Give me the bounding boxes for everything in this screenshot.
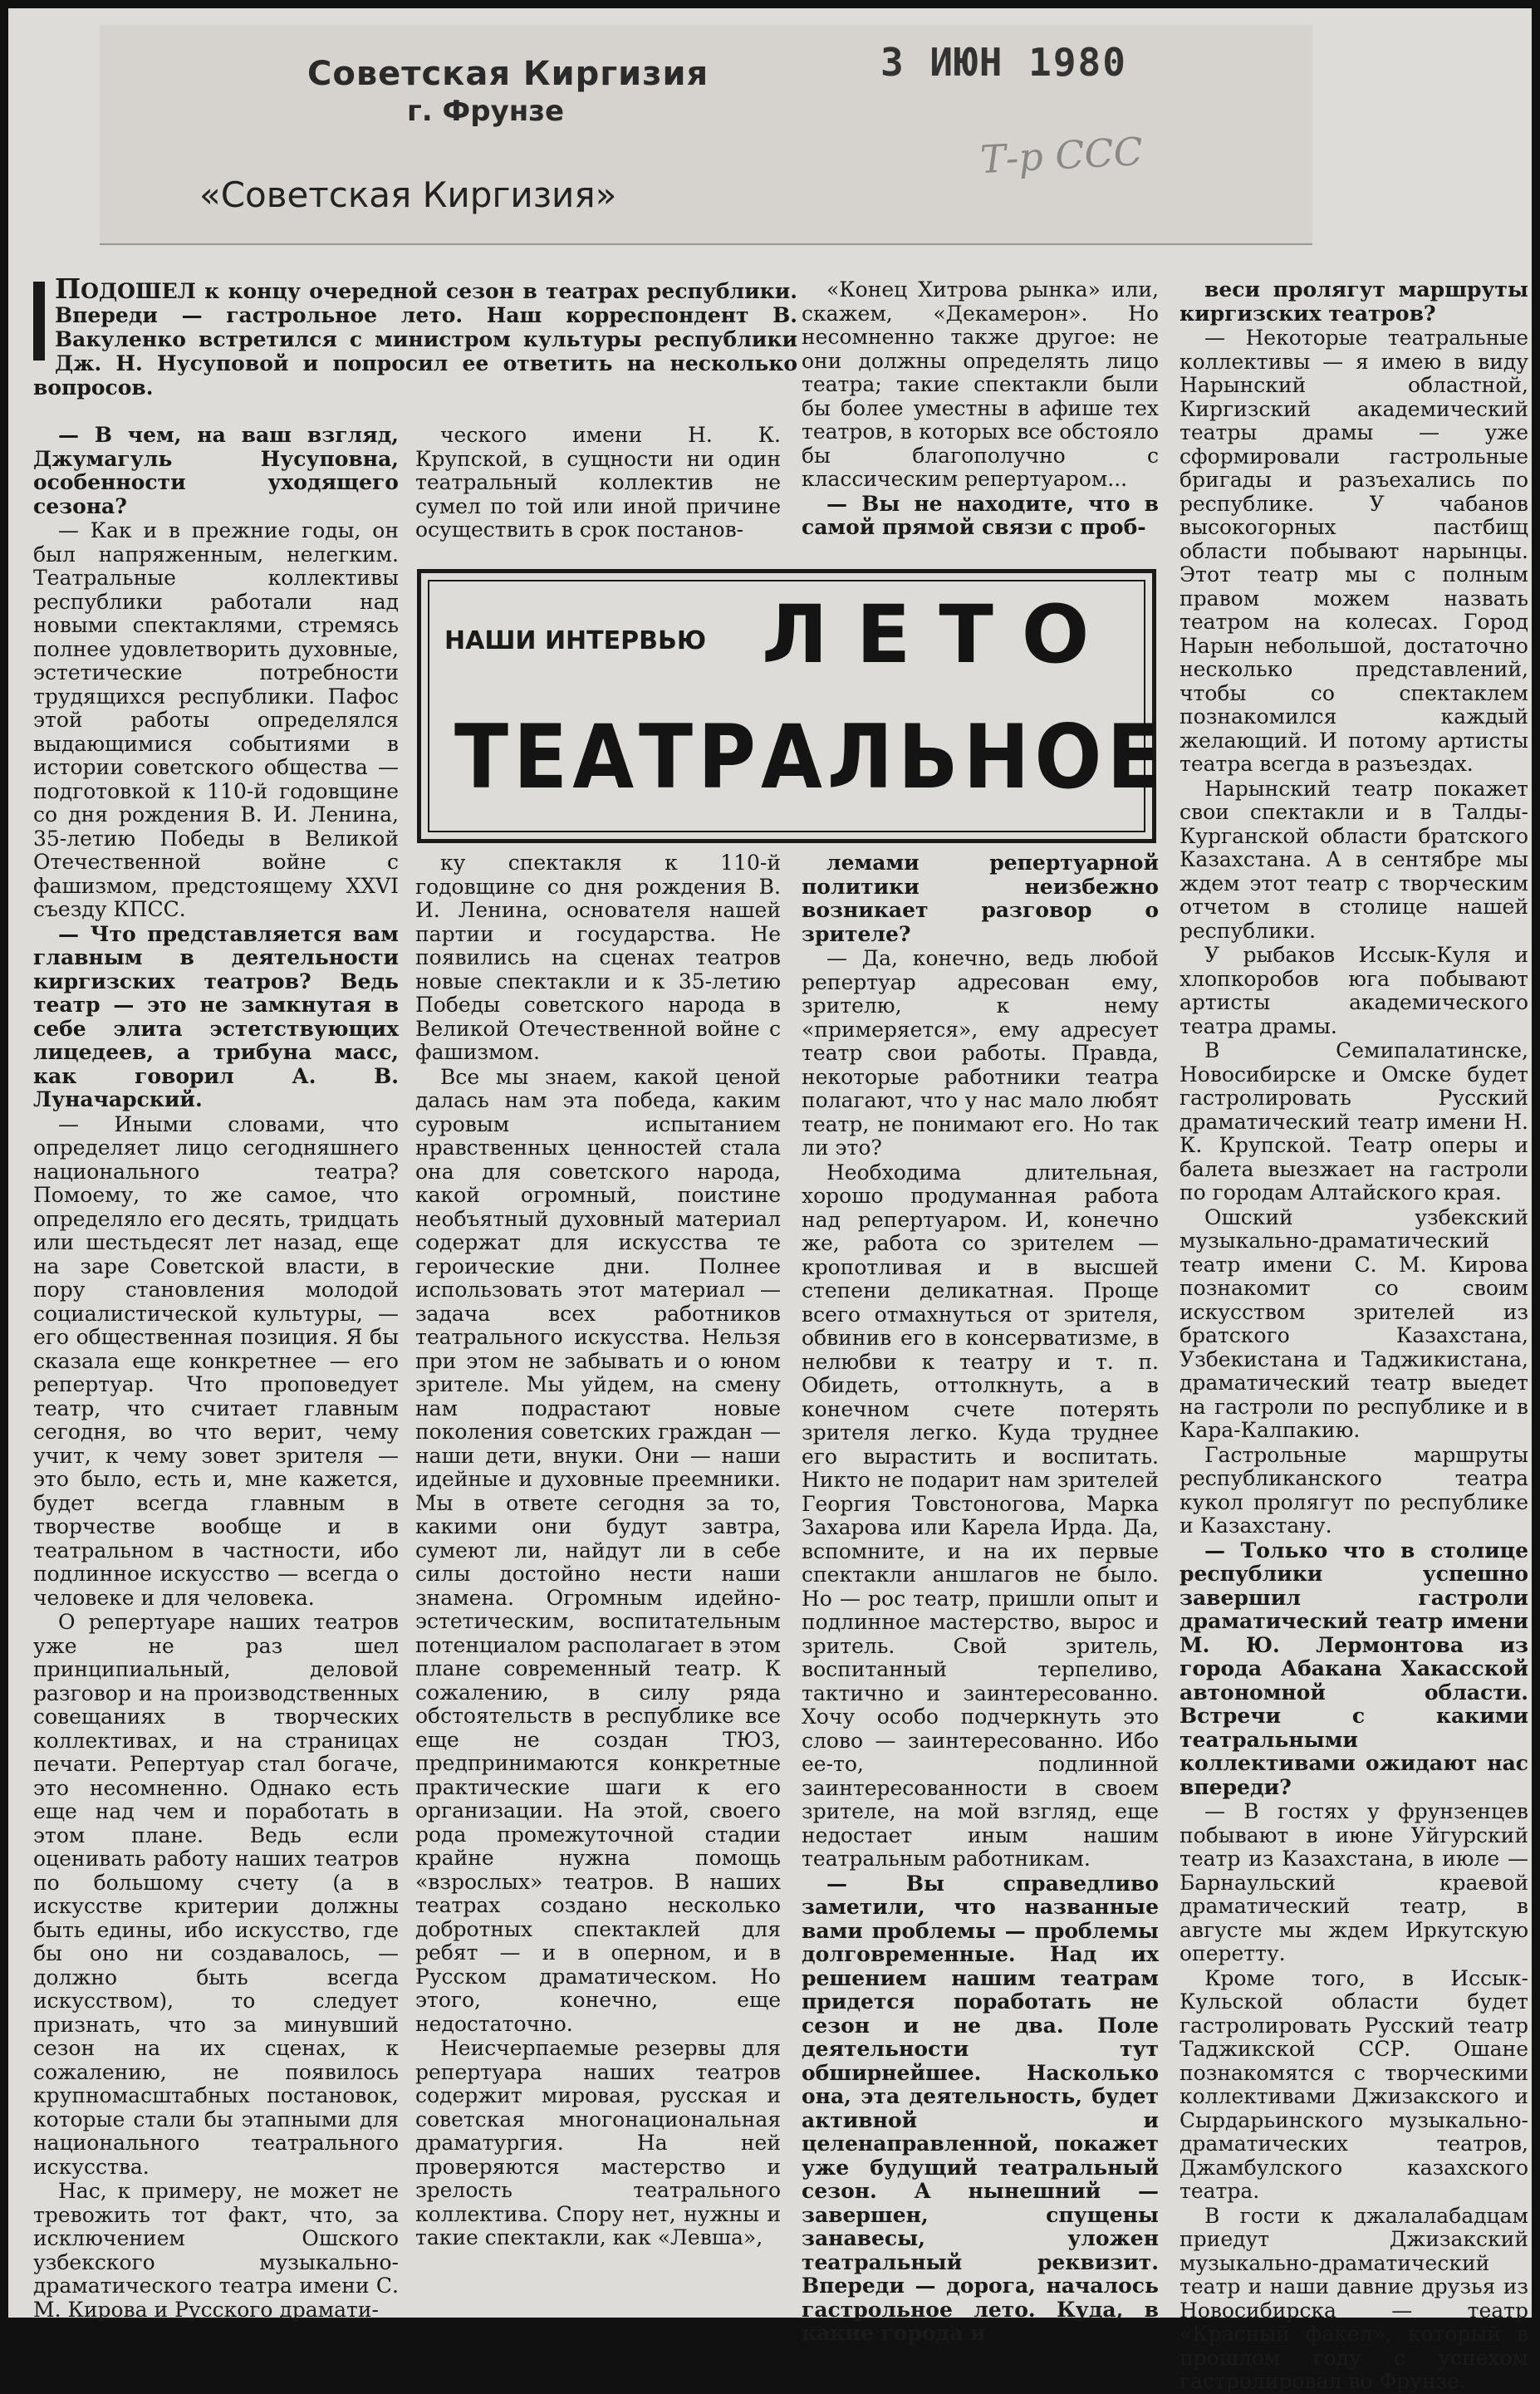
paragraph: — Да, конечно, ведь любой репертуар адресован ему, зрителю, к нему «примеряется», ему адресует театр свои работы. Правда, некоторые работники театра полагают, что у нас мало любят театр, не понимают его. Но так ли это? — [802, 946, 1159, 1160]
paragraph: Необходима длительная, хорошо продуманная работа над репертуаром. И, конечно же, работа со зрителем — кропотливая и в высшей степени деликатная. Проще всего отмахнуться от зрителя, обвинив его в консерватизме, в нелюбви к театру и т. п. Обидеть, оттолкнуть, а в конечном счете потерять зрителя легко. Куда труднее его вырастить и воспитать. Никто не подарит нам зрителей Георгия Товстоногова, Марка Захарова или Карела Ирда. Да, вспомните, и на их первые спектакли аншлагов не было. Но — рос театр, пришли опыт и подлинное мастерство, вырос и зритель. Свой зритель, воспитанный терпеливо, тактично и заинтересованно. Хочу особо подчеркнуть это слово — заинтересованно. Ибо ее-то, подлинной заинтересованности в своем зрителе, на мой взгляд, еще недостает иным нашим театральным работникам. — [802, 1160, 1159, 1871]
paragraph: Все мы знаем, какой ценой далась нам эта победа, каким суровым испытанием нравственных ценностей стала она для советского народа, какой огромный, поистине необъятный духовный материал содержат для искусства те героические дни. Полнее использовать этот материал — задача всех работников театрального искусства. Нельзя при этом не забывать и о юном зрителе. Мы уйдем, на смену нам подрастают новые поколения советских граждан — наши дети, внуки. Они — наши идейные и духовные преемники. Мы в ответе сегодня за то, какими они будут завтра, сумеют ли, найдут ли в себе силы достойно нести наши знамена. Огромным идейно-эстетическим, воспитательным потенциалом располагает в этом плане современный театр. К сожалению, в силу ряда обстоятельств в республике все еще не создан ТЮЗ, предпринимаются конкретные практические шаги к его организации. На этой, своего рода промежуточной стадии крайне нужна помощь «взрослых» театров. В наших театрах создано несколько добротных спектаклей для ребят — и в оперном, и в Русском драматическом. Но этого, конечно, еще недостаточно. — [415, 1064, 781, 2036]
headline-line-1: ЛЕТО — [762, 588, 1118, 681]
paragraph: Гастрольные маршруты республиканского театра кукол пролягут по республике и Казахстану. — [1180, 1442, 1528, 1538]
stamp-source: Советская Киргизия — [307, 55, 709, 93]
article-lead — [33, 272, 797, 414]
lead-initial: П — [55, 272, 81, 305]
column-3-bottom — [802, 851, 1159, 2345]
rubric-label: НАШИ ИНТЕРВЬЮ — [444, 626, 707, 655]
clipping-sheet — [8, 8, 1532, 2393]
paragraph: — Как и в прежние годы, он был напряженным, нелегким. Театральные коллективы республики работали над новыми спектаклями, стремясь полнее удовлетворить духовные, эстетические потребности трудящихся республики. Пафос этой работы определялся выдающимися событиями в истории советского общества — подготовкой к 110-й годовщине со дня рождения В. И. Ленина, 35-летию Победы в Великой Отечественной войне с фашизмом, предстоящему XXVI съезду КПСС. — [33, 518, 399, 921]
paragraph: — Некоторые театральные коллективы — я имею в виду Нарынский областной, Киргизский академический театры драмы — уже сформировали гастрольные бригады и разъехались по республике. У чабанов высокогорных пастбищ области побывают нарынцы. Этот театр мы с полным правом можем назвать театром на колесах. Город Нарын небольшой, достаточно несколько представлений, чтобы со спектаклем познакомился каждый желающий. И потому артисты театра всегда в разъездах. — [1180, 326, 1528, 776]
column-1 — [33, 423, 399, 2322]
column-2-bottom — [415, 851, 781, 2309]
question-paragraph: — В чем, на ваш взгляд, Джумагуль Нусуповна, особенности уходящего сезона? — [33, 423, 399, 518]
question-paragraph: — Вы не находите, что в самой прямой связи с проб- — [802, 491, 1159, 539]
paragraph: У рыбаков Иссык-Куля и хлопкоробов юга побывают артисты академического театра драмы. — [1180, 943, 1528, 1038]
paper-title: «Советская Киргизия» — [199, 174, 617, 215]
paragraph: Нарынский театр покажет свои спектакли и в Талды-Курганской области братского Казахстана. А в сентябре мы ждем этот театр с творческим отчетом в столице нашей республики. — [1180, 776, 1528, 943]
paragraph: О репертуаре наших театров уже не раз шел принципиальный, деловой разговор и на производственных совещаниях в творческих коллективах, и на страницах печати. Репертуар стал богаче, это несомненно. Однако есть еще над чем и поработать в этом плане. Ведь если оценивать работу наших театров по большому счету (а в искусстве критерии должны быть едины, ибо искусство, где бы оно ни создавалось, — должно быть всегда искусством), то следует признать, что за минувший сезон на их сценах, к сожалению, не появилось крупномасштабных постановок, которые стали бы этапными для национального театрального искусства. — [33, 1610, 399, 2179]
stamp-city: г. Фрунзе — [407, 95, 565, 128]
paragraph: «Конец Хитрова рынка» или, скажем, «Декамерон». Но несомненно также другое: не они должны определять лицо театра; такие спектакли были бы более уместны в афише тех театров, в которых все обстояло бы благополучно с классическим репертуаром... — [802, 277, 1159, 491]
paragraph: — В гостях у фрунзенцев побывают в июне Уйгурский театр из Казахстана, в июле — Барнаульский краевой драматический театр, в августе мы ждем Иркутскую оперетту. — [1180, 1799, 1528, 1965]
question-paragraph: веси пролягут маршруты киргизских театров? — [1180, 277, 1528, 326]
paragraph: — Иными словами, что определяет лицо сегодняшнего национального театра? Помоему, то же самое, что определяло его десять, тридцать или шестьдесят лет назад, еще на заре Советской власти, в пору становления молодой социалистической культуры, — его общественная позиция. Я бы сказала еще конкретнее — его репертуар. Что проповедует театр, что считает главным сегодня, во что верит, чему учит, к чему зовет зрителя — это было, есть и, мне кажется, будет всегда главным в творчестве вообще и в театральном в частности, ибо подлинное искусство — всегда о человеке и для человека. — [33, 1111, 399, 1610]
paragraph: Нас, к примеру, не может не тревожить тот факт, что, за исключением Ошского узбекского музыкально-драматического театра имени С. М. Кирова и Русского драмати- — [33, 2179, 399, 2322]
paragraph: Кроме того, в Иссык-Кульской области будет гастролировать Русский театр Таджикской ССР. Ошане познакомятся с творческими коллективами Джизакского и Сырдарьинского музыкально-драматических театров, Джамбулского казахского театра. — [1180, 1965, 1528, 2203]
paragraph: Неисчерпаемые резервы для репертуара наших театров содержит мировая, русская и советская многонациональная драматургия. На ней проверяются мастерство и зрелость театрального коллектива. Спору нет, нужны и такие спектакли, как «Левша», — [415, 2036, 781, 2249]
lead-bar — [33, 282, 45, 361]
question-paragraph: лемами репертуарной политики неизбежно возникает разговор о зрителе? — [802, 851, 1159, 946]
headline-box — [417, 569, 1166, 843]
paragraph: В Семипалатинске, Новосибирске и Омске будет гастролировать Русский драматический театр имени Н. К. Крупской. Театр оперы и балета выезжает на гастроли по городам Алтайского края. — [1180, 1038, 1528, 1204]
archive-stamp — [100, 25, 1312, 245]
stamp-date: 3 ИЮН 1980 — [880, 40, 1127, 85]
article — [17, 262, 1532, 2393]
paragraph: Ошский узбекский музыкально-драматический театр имени С. М. Кирова познакомит со своим искусством зрителей из братского Казахстана, Узбекистана и Таджикистана, драматический театр выедет на гастроли по республике и в Кара-Калпакию. — [1180, 1204, 1528, 1442]
headline-line-2: ТЕАТРАЛЬНОЕ — [454, 706, 1166, 808]
question-paragraph: — Только что в столице республики успешно завершил гастроли драматический театр имени М. Ю. Лермонтова из города Абакана Хакасской автономной области. Встречи с какими театральными коллективами ожидают нас впереди? — [1180, 1538, 1528, 1799]
question-paragraph: — Вы справедливо заметили, что названные вами проблемы — проблемы долговременные. Над их решением нашим театрам придется поработать не сезон и не два. Поле деятельности тут обширнейшее. Насколько она, эта деятельность, будет активной и целенаправленной, покажет уже будущий театральный сезон. А нынешний — завершен, спущены занавесы, уложен театральный реквизит. Впереди — дорога, началось гастрольное лето. Куда, в какие города и — [802, 1871, 1159, 2345]
column-2-top — [415, 424, 781, 565]
lead-text: ОДОШЕЛ к концу очередной сезон в театрах республики. Впереди — гастрольное лето. Наш корреспондент В. Вакуленко встретился с министром культуры республики Дж. Н. Нусуповой и попросил ее ответить на несколько вопросов. — [33, 279, 797, 400]
paragraph: ческого имени Н. К. Крупской, в сущности ни один театральный коллектив не сумел по той или иной причине осуществить в срок постанов- — [415, 423, 781, 542]
column-4 — [1180, 277, 1528, 2393]
column-3-top — [802, 278, 1159, 565]
paragraph: ку спектакля к 110-й годовщине со дня рождения В. И. Ленина, основателя нашей партии и государства. Не появились на сценах театров новые спектакли и к 35-летию Победы советского народа в Великой Отечественной войне с фашизмом. — [415, 851, 781, 1064]
handwritten-note: Т-р ССС — [978, 128, 1145, 183]
question-paragraph: — Что представляется вам главным в деятельности киргизских театров? Ведь театр — это не замкнутая в себе элита эстетствующих лицедеев, а трибуна масс, как говорил А. В. Луначарский. — [33, 921, 399, 1111]
paragraph: В гости к джалалабадцам приедут Джизакский музыкально-драматический театр и наши давние друзья из Новосибирска — театр «Красный факел», который в прошлом году с успехом гастролировал во Фрунзе. — [1180, 2203, 1528, 2393]
